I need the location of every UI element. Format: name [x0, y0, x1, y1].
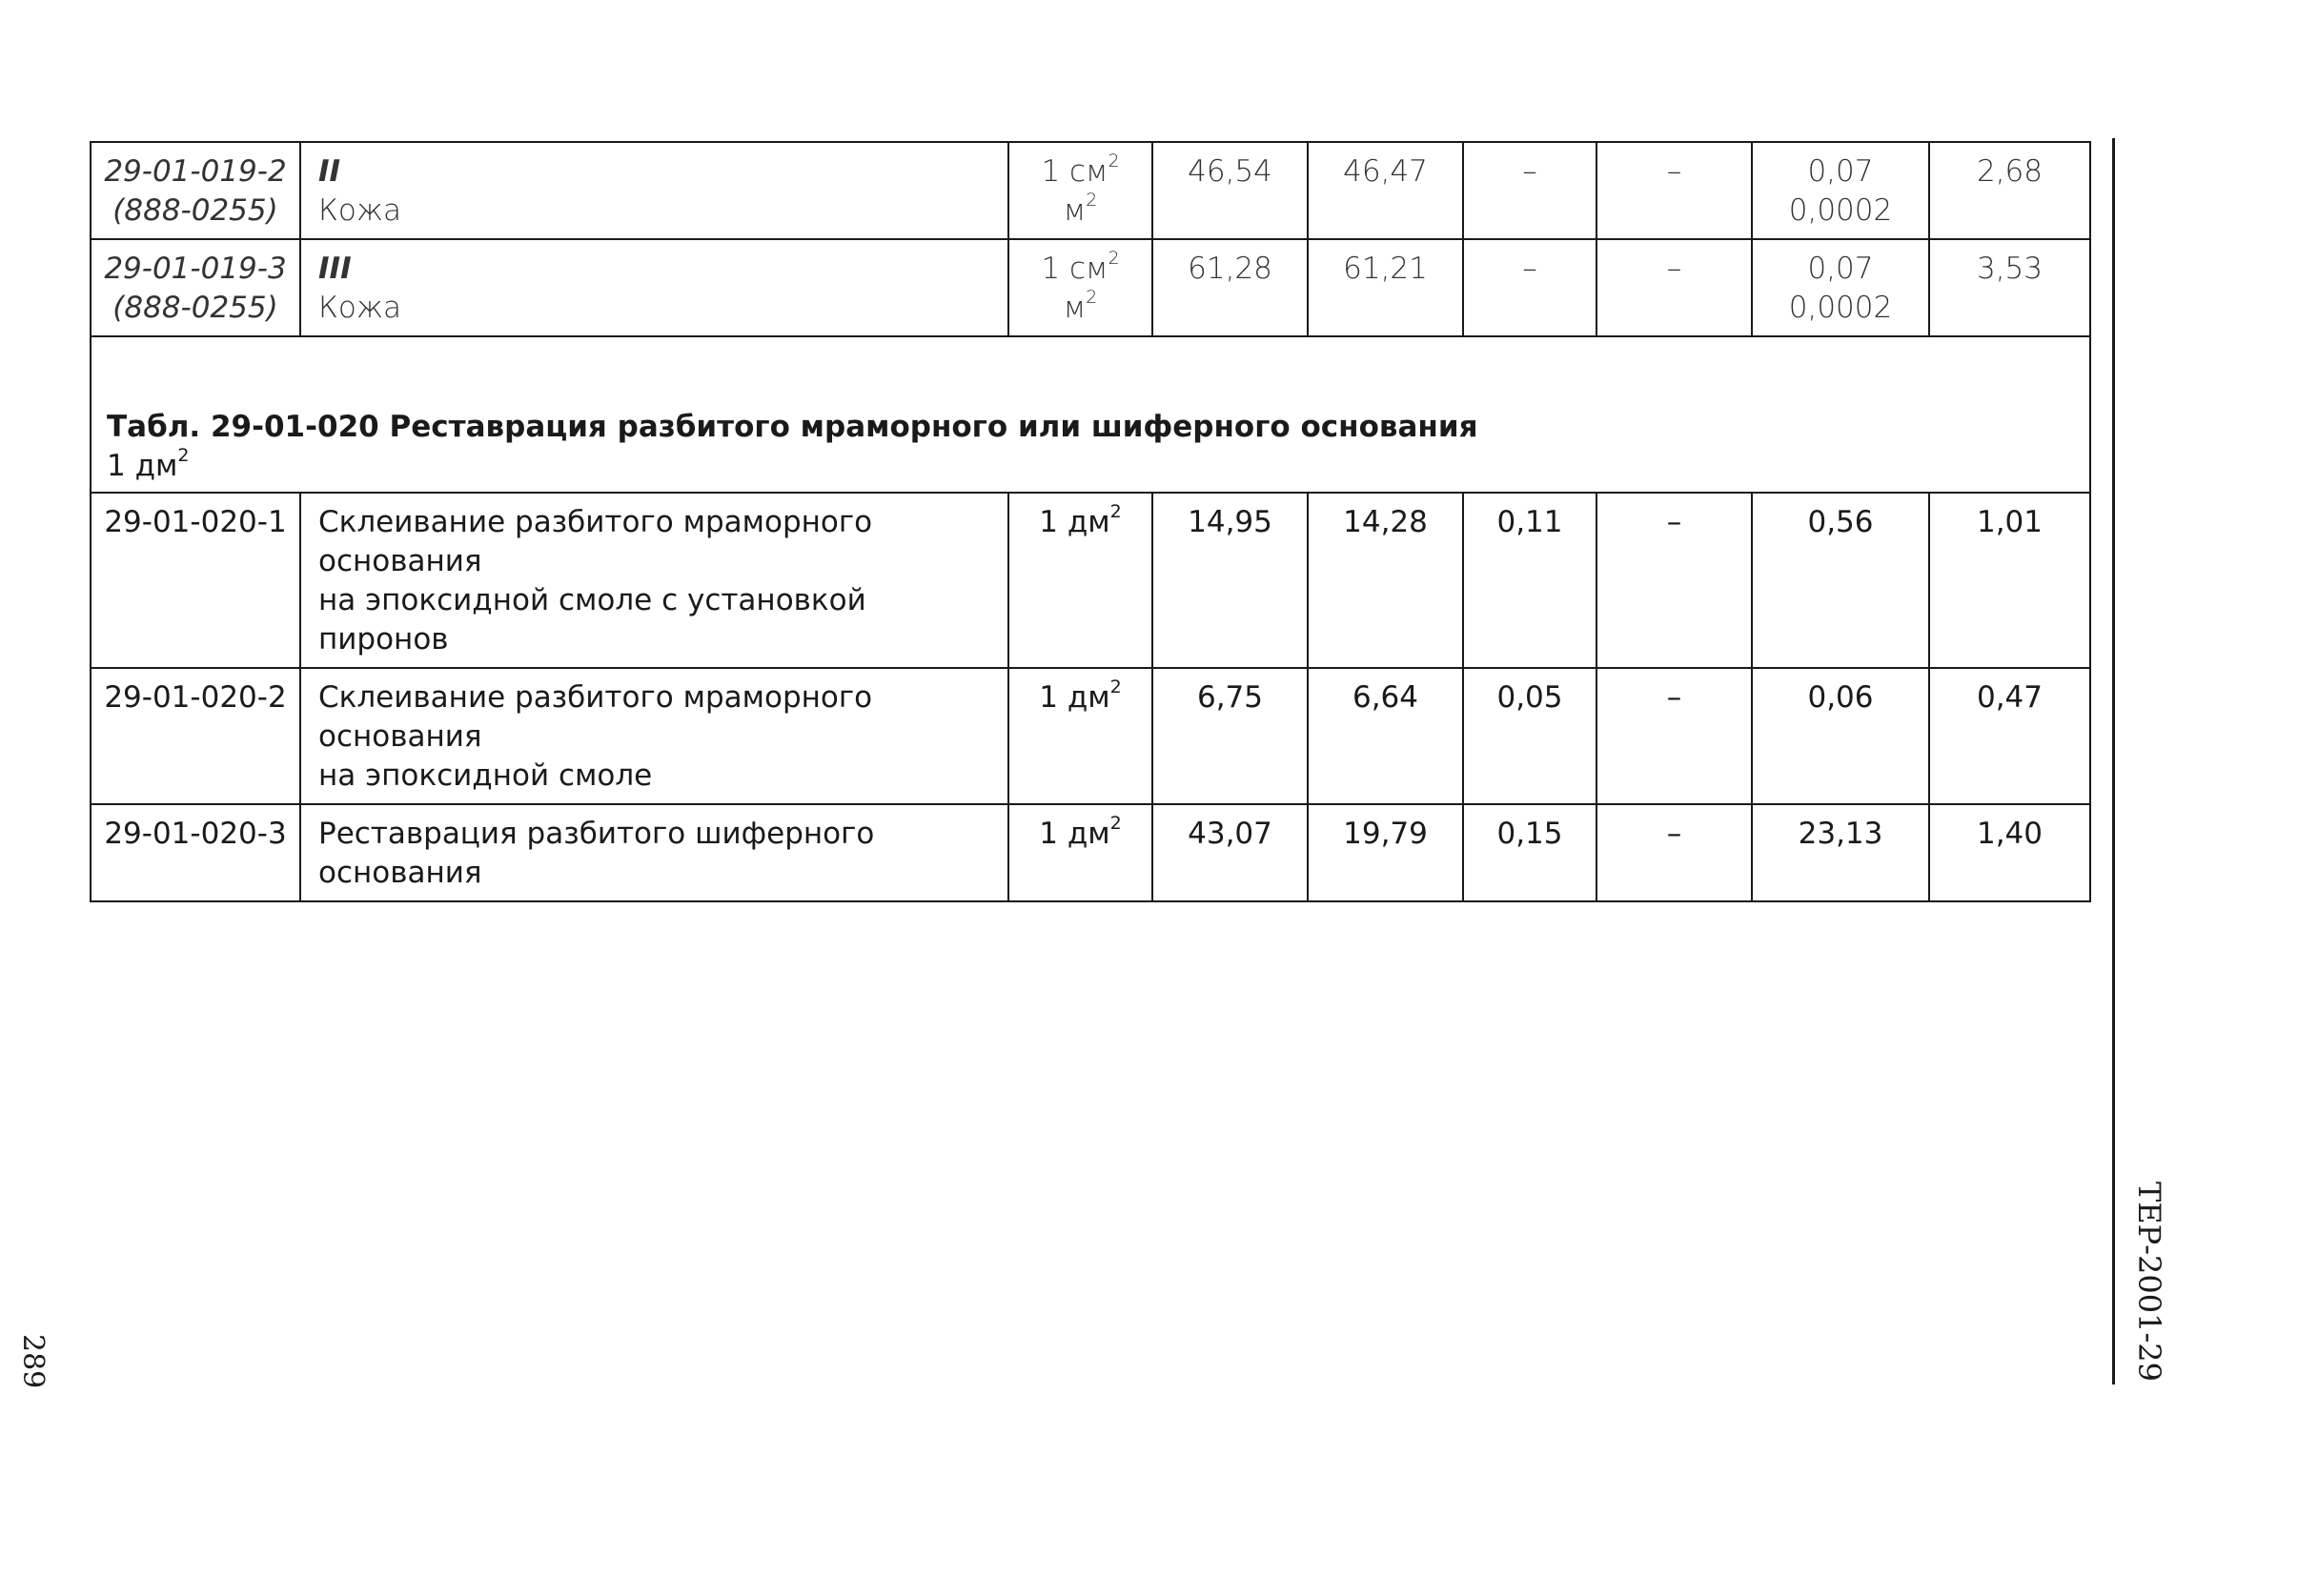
row-description: [300, 804, 1008, 901]
labor-cell: 2,68: [1929, 142, 2090, 239]
section-unit: 1 дм: [107, 449, 178, 483]
row-unit: [1008, 668, 1152, 804]
machines-cell: –: [1463, 239, 1596, 336]
row-description: [300, 493, 1008, 668]
code-ref: (888-0255): [112, 193, 278, 228]
machines-cell: –: [1463, 142, 1596, 239]
category-numeral: III: [318, 252, 352, 286]
materials-value: 0,0002: [1788, 193, 1893, 228]
description-text: Склеивание разбитого мраморного основания: [318, 505, 873, 578]
table-row: [91, 668, 2090, 804]
description-text: Реставрация разбитого шиферного основания: [318, 817, 875, 890]
materials-cell: [1752, 239, 1929, 336]
description-text: Кожа: [318, 193, 402, 228]
description-text: на эпоксидной смоле: [318, 758, 653, 793]
section-unit-exponent: 2: [177, 444, 190, 466]
row-code: 29-01-020-2: [91, 668, 300, 804]
unit-exponent: 2: [1109, 812, 1122, 834]
machines-cell: 0,11: [1463, 493, 1596, 668]
unit-text: м: [1063, 193, 1087, 228]
machinist-wage-cell: –: [1596, 668, 1752, 804]
row-code: 29-01-020-3: [91, 804, 300, 901]
margin-rule: [2112, 138, 2115, 1384]
unit-text: м: [1063, 291, 1087, 325]
code-ref: (888-0255): [112, 291, 278, 325]
code-text: 29-01-019-2: [104, 154, 287, 189]
unit-text: 1 дм: [1039, 817, 1110, 851]
row-code: [91, 239, 300, 336]
table-row: [91, 493, 2090, 668]
total-cell: 61,28: [1152, 239, 1308, 336]
row-unit: [1008, 804, 1152, 901]
unit-text: 1 дм: [1039, 505, 1110, 539]
materials-cell: 0,06: [1752, 668, 1929, 804]
description-text: Склеивание разбитого мраморного основания: [318, 680, 873, 754]
description-text: Кожа: [318, 291, 402, 325]
wage-cell: 6,64: [1308, 668, 1463, 804]
unit-exponent: 2: [1086, 286, 1098, 308]
machinist-wage-cell: –: [1596, 142, 1752, 239]
machines-cell: 0,15: [1463, 804, 1596, 901]
labor-cell: 1,40: [1929, 804, 2090, 901]
table-row: [91, 142, 2090, 239]
description-text: на эпоксидной смоле с установкой пиронов: [318, 583, 866, 657]
row-code: [91, 142, 300, 239]
labor-cell: 1,01: [1929, 493, 2090, 668]
materials-cell: [1752, 142, 1929, 239]
rate-table: [90, 141, 2091, 902]
wage-cell: 14,28: [1308, 493, 1463, 668]
materials-value: 0,07: [1807, 252, 1874, 286]
unit-exponent: 2: [1109, 500, 1122, 522]
machines-cell: 0,05: [1463, 668, 1596, 804]
unit-exponent: 2: [1109, 676, 1122, 697]
total-cell: 46,54: [1152, 142, 1308, 239]
page-number: 289: [16, 1334, 50, 1389]
section-header: [91, 336, 2090, 493]
row-description: [300, 142, 1008, 239]
materials-value: 0,0002: [1788, 291, 1893, 325]
materials-cell: 0,56: [1752, 493, 1929, 668]
row-description: [300, 239, 1008, 336]
category-numeral: II: [318, 154, 341, 189]
labor-cell: 3,53: [1929, 239, 2090, 336]
wage-cell: 46,47: [1308, 142, 1463, 239]
unit-exponent: 2: [1108, 247, 1120, 269]
wage-cell: 19,79: [1308, 804, 1463, 901]
row-code: 29-01-020-1: [91, 493, 300, 668]
materials-value: 0,07: [1807, 154, 1874, 189]
table-row: [91, 239, 2090, 336]
section-header-row: [91, 336, 2090, 493]
table-row: [91, 804, 2090, 901]
materials-cell: 23,13: [1752, 804, 1929, 901]
code-text: 29-01-019-3: [104, 252, 287, 286]
total-cell: 43,07: [1152, 804, 1308, 901]
row-description: [300, 668, 1008, 804]
unit-text: 1 см: [1041, 154, 1108, 189]
total-cell: 14,95: [1152, 493, 1308, 668]
machinist-wage-cell: –: [1596, 239, 1752, 336]
labor-cell: 0,47: [1929, 668, 2090, 804]
row-unit: [1008, 493, 1152, 668]
document-code-label: ТЕР-2001-29: [2131, 1182, 2167, 1383]
row-unit: [1008, 142, 1152, 239]
wage-cell: 61,21: [1308, 239, 1463, 336]
unit-text: 1 дм: [1039, 680, 1110, 715]
section-title: Табл. 29-01-020 Реставрация разбитого мраморного или шиферного основания: [107, 410, 1478, 444]
unit-text: 1 см: [1041, 252, 1108, 286]
machinist-wage-cell: –: [1596, 804, 1752, 901]
unit-exponent: 2: [1108, 150, 1120, 172]
row-unit: [1008, 239, 1152, 336]
unit-exponent: 2: [1086, 189, 1098, 211]
machinist-wage-cell: –: [1596, 493, 1752, 668]
total-cell: 6,75: [1152, 668, 1308, 804]
